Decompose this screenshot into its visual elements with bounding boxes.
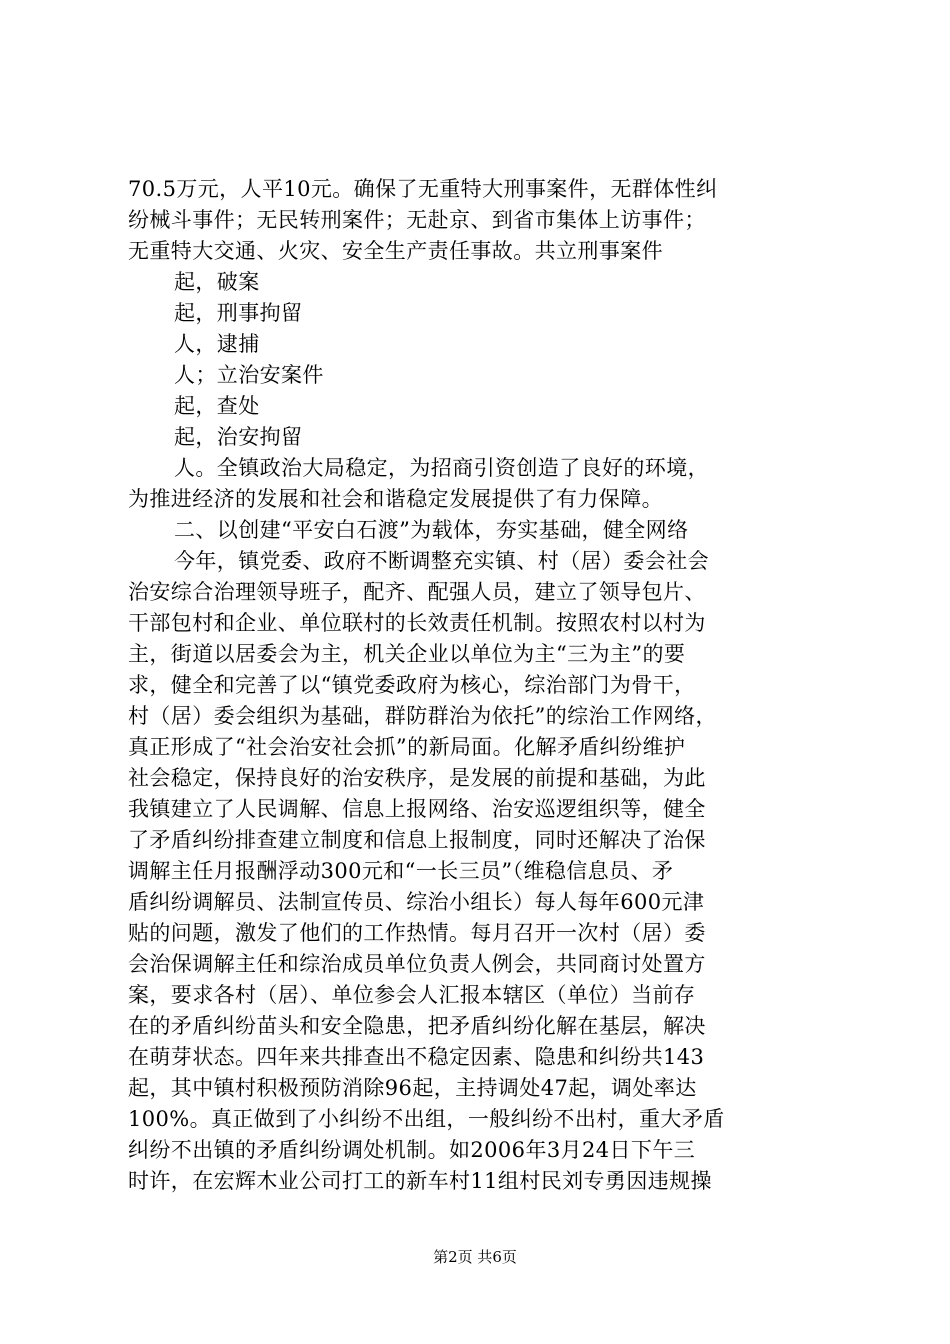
text-line: 真正形成了“社会治安社会抓”的新局面。化解矛盾纠纷维护 [128, 735, 686, 759]
text-line: 治安综合治理领导班子，配齐、配强人员，建立了领导包片、 [128, 580, 706, 604]
text-line: 起，治安拘留 [174, 425, 303, 449]
text-line: 我镇建立了人民调解、信息上报网络、治安巡逻组织等，健全 [128, 797, 706, 821]
text-line: 起，其中镇村积极预防消除96起，主持调处47起，调处率达 [128, 1076, 697, 1100]
text-line: 调解主任月报酬浮动300元和“一长三员”（维稳信息员、矛 [128, 859, 674, 883]
text-line: 社会稳定，保持良好的治安秩序，是发展的前提和基础，为此 [128, 766, 706, 790]
text-line: 为推进经济的发展和社会和谐稳定发展提供了有力保障。 [128, 487, 663, 511]
text-line: 村（居）委会组织为基础，群防群治为依托”的综治工作网络， [128, 704, 717, 728]
text-line: 案，要求各村（居）、单位参会人汇报本辖区（单位）当前存 [128, 983, 696, 1007]
text-line: 了矛盾纠纷排查建立制度和信息上报制度，同时还解决了治保 [128, 828, 706, 852]
text-line: 人；立治安案件 [174, 363, 324, 387]
text-line: 起，刑事拘留 [174, 301, 303, 325]
text-line: 起，破案 [174, 270, 260, 294]
text-line: 纷械斗事件；无民转刑案件；无赴京、到省市集体上访事件； [128, 208, 706, 232]
text-line: 人，逮捕 [174, 332, 260, 356]
body-text [128, 174, 828, 1197]
text-line: 人。全镇政治大局稳定，为招商引资创造了良好的环境， [174, 456, 709, 480]
text-line: 盾纠纷调解员、法制宣传员、综治小组长）每人每年600元津 [128, 890, 705, 914]
text-line: 会治保调解主任和综治成员单位负责人例会，共同商讨处置方 [128, 952, 706, 976]
text-line: 时许，在宏辉木业公司打工的新车村11组村民刘专勇因违规操 [128, 1169, 712, 1193]
text-line: 贴的问题，激发了他们的工作热情。每月召开一次村（居）委 [128, 921, 706, 945]
text-line: 求，健全和完善了以“镇党委政府为核心，综治部门为骨干， [128, 673, 696, 697]
text-line: 无重特大交通、火灾、安全生产责任事故。共立刑事案件 [128, 239, 663, 263]
text-line: 今年，镇党委、政府不断调整充实镇、村（居）委会社会 [174, 549, 709, 573]
text-line: 主，街道以居委会为主，机关企业以单位为主“三为主”的要 [128, 642, 686, 666]
text-line: 二、以创建“平安白石渡”为载体，夯实基础，健全网络 [174, 518, 689, 542]
text-line: 干部包村和企业、单位联村的长效责任机制。按照农村以村为 [128, 611, 706, 635]
page-footer: 第2页 共6页 [433, 1248, 517, 1266]
text-line: 在的矛盾纠纷苗头和安全隐患，把矛盾纠纷化解在基层，解决 [128, 1014, 706, 1038]
text-line: 100%。真正做到了小纠纷不出组，一般纠纷不出村，重大矛盾 [128, 1107, 725, 1131]
text-line: 70.5万元，人平10元。确保了无重特大刑事案件，无群体性纠 [128, 177, 718, 201]
text-line: 起，查处 [174, 394, 260, 418]
text-line: 纠纷不出镇的矛盾纠纷调处机制。如2006年3月24日下午三 [128, 1138, 696, 1162]
text-line: 在萌芽状态。四年来共排查出不稳定因素、隐患和纠纷共143 [128, 1045, 705, 1069]
